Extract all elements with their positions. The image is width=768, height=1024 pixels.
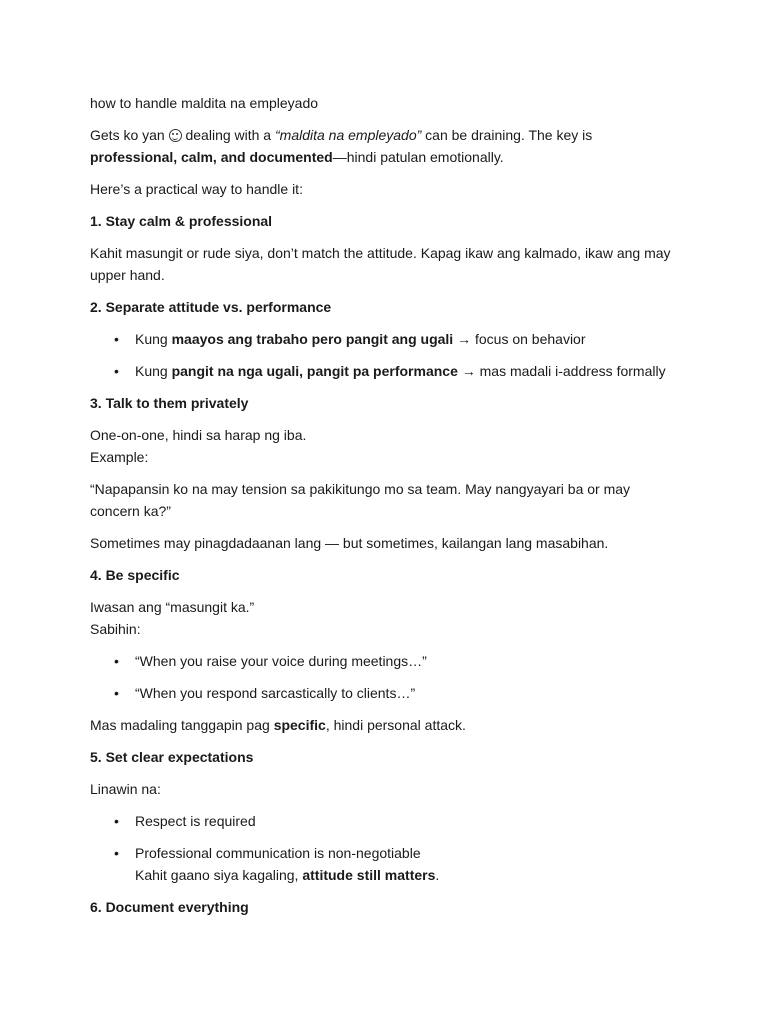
- list-item-text: Professional communication is non-negotiable: [135, 845, 421, 861]
- section-4-heading: 4. Be specific: [90, 567, 180, 583]
- intro-bold: professional, calm, and documented: [90, 149, 333, 165]
- section-3-heading: 3. Talk to them privately: [90, 395, 249, 411]
- section-1-heading: 1. Stay calm & professional: [90, 213, 273, 229]
- section-2-heading: 2. Separate attitude vs. performance: [90, 299, 332, 315]
- section-4-after: [90, 714, 680, 736]
- list-item-text: Kung: [135, 363, 172, 379]
- section-6-heading: 6. Document everything: [90, 899, 249, 915]
- intro-text-a: Gets ko yan: [90, 127, 165, 143]
- list-item: [90, 328, 680, 350]
- list-item-text: → mas madali i-address formally: [457, 363, 666, 379]
- section-3-after: Sometimes may pinagdadaanan lang — but sometimes, kailangan lang masabihan.: [90, 535, 609, 551]
- list-item: [90, 360, 680, 382]
- section-3-line2: Example:: [90, 449, 149, 465]
- list-item-bold: pangit na nga ugali, pangit pa performance: [171, 363, 458, 379]
- section-4-after-text: , hindi personal attack.: [325, 717, 466, 733]
- intro-text-f: —hindi patulan emotionally.: [332, 149, 504, 165]
- bullet-icon: •: [114, 685, 119, 701]
- bullet-icon: •: [114, 331, 119, 347]
- intro-italic: “maldita na empleyado”: [275, 127, 422, 143]
- intro-text-d: can be draining. The key is: [421, 127, 593, 143]
- list-item: [90, 650, 680, 672]
- intro-text-b: dealing with a: [181, 127, 275, 143]
- section-4-list: [90, 650, 680, 704]
- section-3-quote: “Napapansin ko na may tension sa pakikitungo mo sa team. May nangyayari ba or may concern ka?”: [90, 481, 631, 519]
- list-item-text: “When you respond sarcastically to clients…”: [135, 685, 416, 701]
- section-5-heading: 5. Set clear expectations: [90, 749, 254, 765]
- list-item-text: → focus on behavior: [453, 331, 586, 347]
- section-4-after-bold: specific: [273, 717, 326, 733]
- section-1-body: Kahit masungit or rude siya, don’t match the attitude. Kapag ikaw ang kalmado, ikaw ang may upper hand.: [90, 245, 671, 283]
- bullet-icon: •: [114, 363, 119, 379]
- list-item-bold: attitude still matters: [302, 867, 436, 883]
- section-3-line1: One-on-one, hindi sa harap ng iba.: [90, 427, 307, 443]
- grinning-face-icon: [169, 129, 182, 142]
- bullet-icon: •: [114, 845, 119, 861]
- section-4-after-text: Mas madaling tanggapin pag: [90, 717, 274, 733]
- lead-paragraph: Here’s a practical way to handle it:: [90, 181, 303, 197]
- list-item-text: .: [435, 867, 440, 883]
- list-item-text: Kahit gaano siya kagaling,: [135, 867, 303, 883]
- section-4-line1: Iwasan ang “masungit ka.”: [90, 599, 255, 615]
- section-5-list: [90, 810, 680, 886]
- document-title: how to handle maldita na empleyado: [90, 95, 319, 111]
- document-content: [90, 92, 680, 918]
- list-item: [90, 842, 680, 886]
- section-4-line2: Sabihin:: [90, 621, 141, 637]
- section-5-line1: Linawin na:: [90, 781, 161, 797]
- list-item-bold: maayos ang trabaho pero pangit ang ugali: [171, 331, 454, 347]
- section-2-list: [90, 328, 680, 382]
- list-item-text: Respect is required: [135, 813, 256, 829]
- bullet-icon: •: [114, 653, 119, 669]
- list-item: [90, 682, 680, 704]
- list-item-text: “When you raise your voice during meetings…”: [135, 653, 427, 669]
- intro-paragraph: [90, 124, 680, 168]
- bullet-icon: •: [114, 813, 119, 829]
- list-item-text: Kung: [135, 331, 172, 347]
- list-item: [90, 810, 680, 832]
